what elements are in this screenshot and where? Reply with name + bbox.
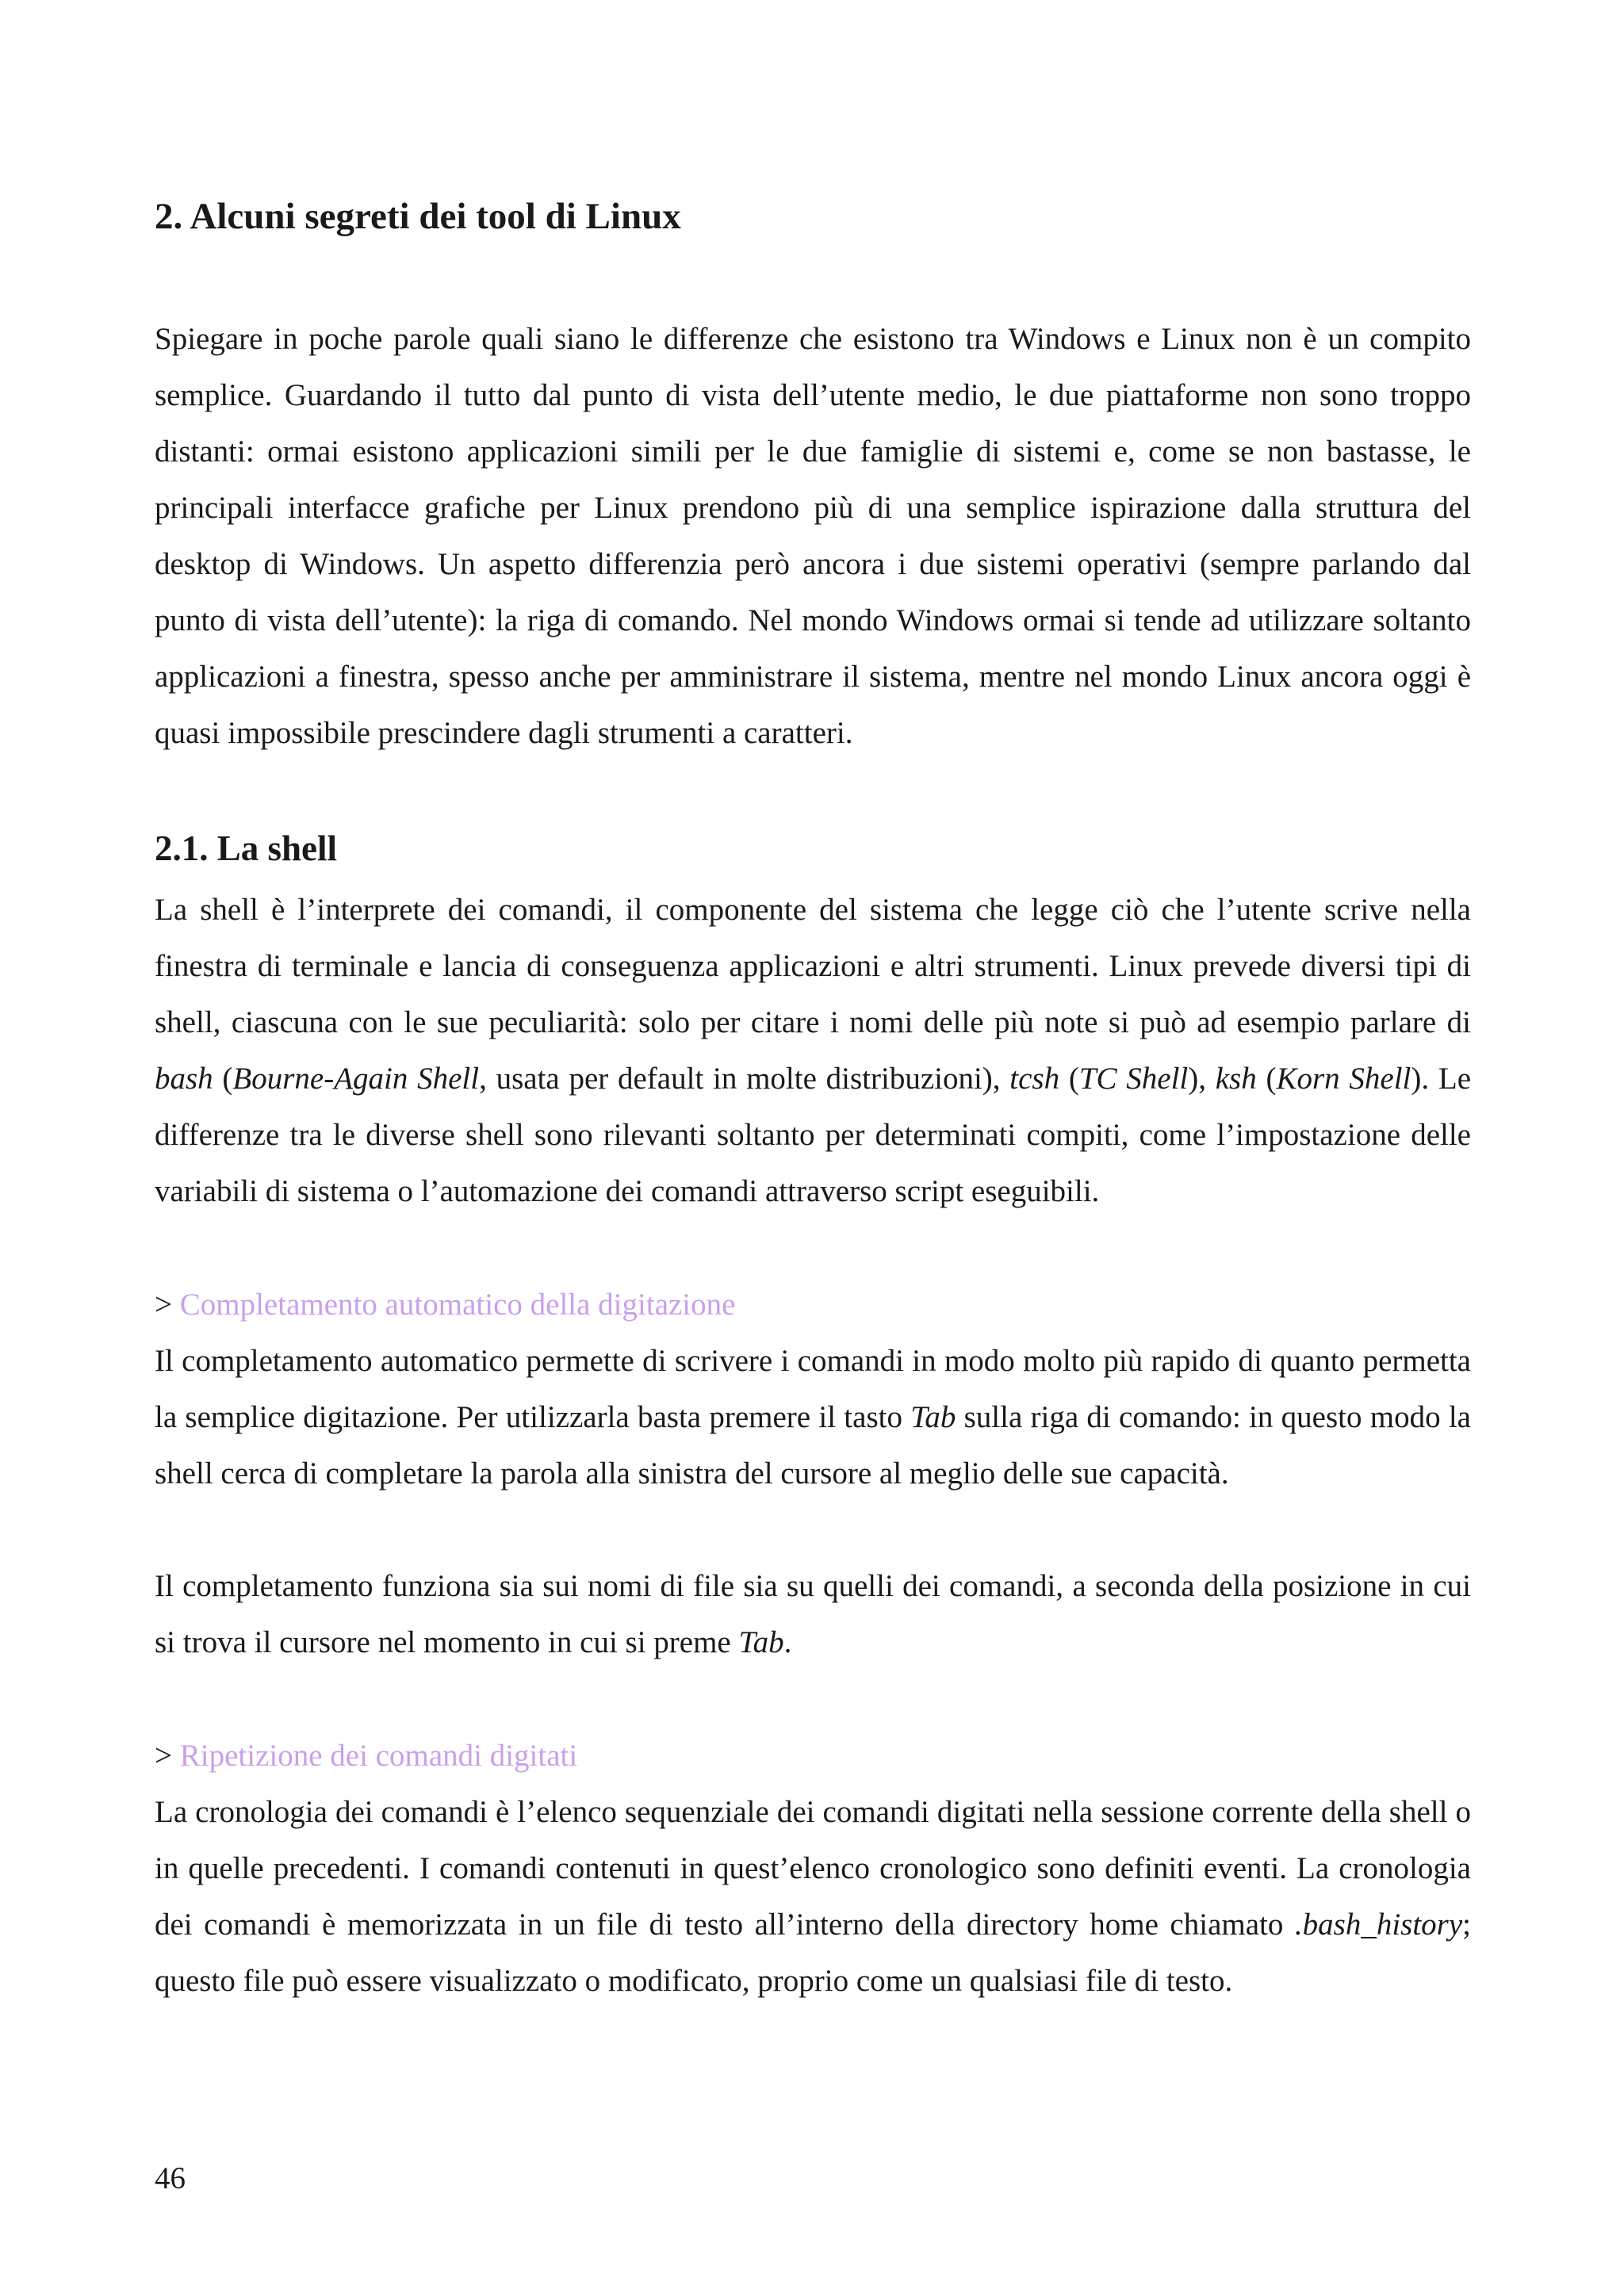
shell-name-ksh-full: Korn Shell bbox=[1276, 1062, 1411, 1096]
autocomplete-heading bbox=[155, 1276, 735, 1333]
autocomplete-marker: > bbox=[155, 1288, 180, 1322]
autocomplete-text-4: . bbox=[783, 1625, 792, 1659]
shell-text-5: ), bbox=[1188, 1062, 1216, 1096]
autocomplete-text-1: Il completamento automatico permette di scrivere i comandi in modo molto più rapido di quanto permetta la semplice digitazione. Per utilizzarla basta premere il tasto bbox=[155, 1344, 1471, 1434]
shell-name-tcsh: tcsh bbox=[1009, 1062, 1060, 1096]
shell-text-7: ). Le differenze tra le diverse shell sono rilevanti soltanto per determinati compiti, come l’impostazione delle variabili di sistema o l’automazione dei comandi attraverso script eseguibili. bbox=[155, 1062, 1472, 1208]
shell-name-tcsh-full: TC Shell bbox=[1078, 1062, 1189, 1096]
shell-text-4: ( bbox=[1059, 1062, 1079, 1096]
shell-text-1: La shell è l’interprete dei comandi, il componente del sistema che legge ciò che l’utente scrive nella finestra di terminale e lancia di conseguenza applicazioni e altri strumenti. Linux prevede diversi tipi di shell, ciascuna con le sue peculiarità: solo per citare i nomi delle più note si può ad esempio parlare di bbox=[155, 893, 1471, 1039]
tab-key-name-1: Tab bbox=[910, 1400, 956, 1434]
section-title: 2. Alcuni segreti dei tool di Linux bbox=[155, 196, 681, 237]
subsection-title: 2.1. La shell bbox=[155, 828, 338, 868]
shell-text-2: ( bbox=[213, 1062, 233, 1096]
shell-name-bash-full: Bourne-Again Shell bbox=[232, 1062, 480, 1096]
shell-text-3: , usata per default in molte distribuzioni), bbox=[479, 1062, 1010, 1096]
intro-paragraph: Spiegare in poche parole quali siano le differenze che esistono tra Windows e Linux non è un compito semplice. Guardando il tutto dal punto di vista dell’utente medio, le due piattaforme non sono troppo distanti: ormai esistono applicazioni simili per le due famiglie di sistemi e, come se non bastasse, le principali interfacce grafiche per Linux prendono più di una semplice ispirazione dalla struttura del desktop di Windows. Un aspetto differenzia però ancora i due sistemi operativi (sempre parlando dal punto di vista dell’utente): la riga di comando. Nel mondo Windows ormai si tende ad utilizzare soltanto applicazioni a finestra, spesso anche per amministrare il sistema, mentre nel mondo Linux ancora oggi è quasi impossibile prescindere dagli strumenti a caratteri. bbox=[155, 322, 1471, 750]
autocomplete-text-2: sulla riga di comando: in questo modo la shell cerca di completare la parola alla sinistra del cursore al meglio delle sue capacità. bbox=[155, 1400, 1471, 1490]
autocomplete-heading-text: Completamento automatico della digitazione bbox=[179, 1288, 736, 1322]
page-number: 46 bbox=[155, 2161, 186, 2195]
tab-key-name-2: Tab bbox=[738, 1625, 784, 1659]
history-text-2: ; questo file può essere visualizzato o modificato, proprio come un qualsiasi file di testo. bbox=[155, 1908, 1471, 1998]
autocomplete-text-3: Il completamento funziona sia sui nomi di file sia su quelli dei comandi, a seconda della posizione in cui si trova il cursore nel momento in cui si preme bbox=[155, 1569, 1471, 1659]
autocomplete-paragraph-1 bbox=[155, 1333, 1471, 1502]
shell-name-ksh: ksh bbox=[1215, 1062, 1257, 1096]
history-filename: .bash_history bbox=[1294, 1908, 1463, 1942]
history-text-1: La cronologia dei comandi è l’elenco sequenziale dei comandi digitati nella sessione corrente della shell o in quelle precedenti. I comandi contenuti in quest’elenco cronologico sono definiti eventi. La cronologia dei comandi è memorizzata in un file di testo all’interno della directory home chiamato bbox=[155, 1795, 1471, 1942]
autocomplete-paragraph-2 bbox=[155, 1558, 1471, 1670]
shell-text-6: ( bbox=[1256, 1062, 1277, 1096]
history-marker: > bbox=[155, 1739, 180, 1773]
history-heading-text: Ripetizione dei comandi digitati bbox=[179, 1739, 578, 1773]
shell-name-bash: bash bbox=[155, 1062, 213, 1096]
history-paragraph bbox=[155, 1784, 1471, 2009]
history-heading bbox=[155, 1728, 577, 1784]
shell-paragraph bbox=[155, 882, 1471, 1219]
